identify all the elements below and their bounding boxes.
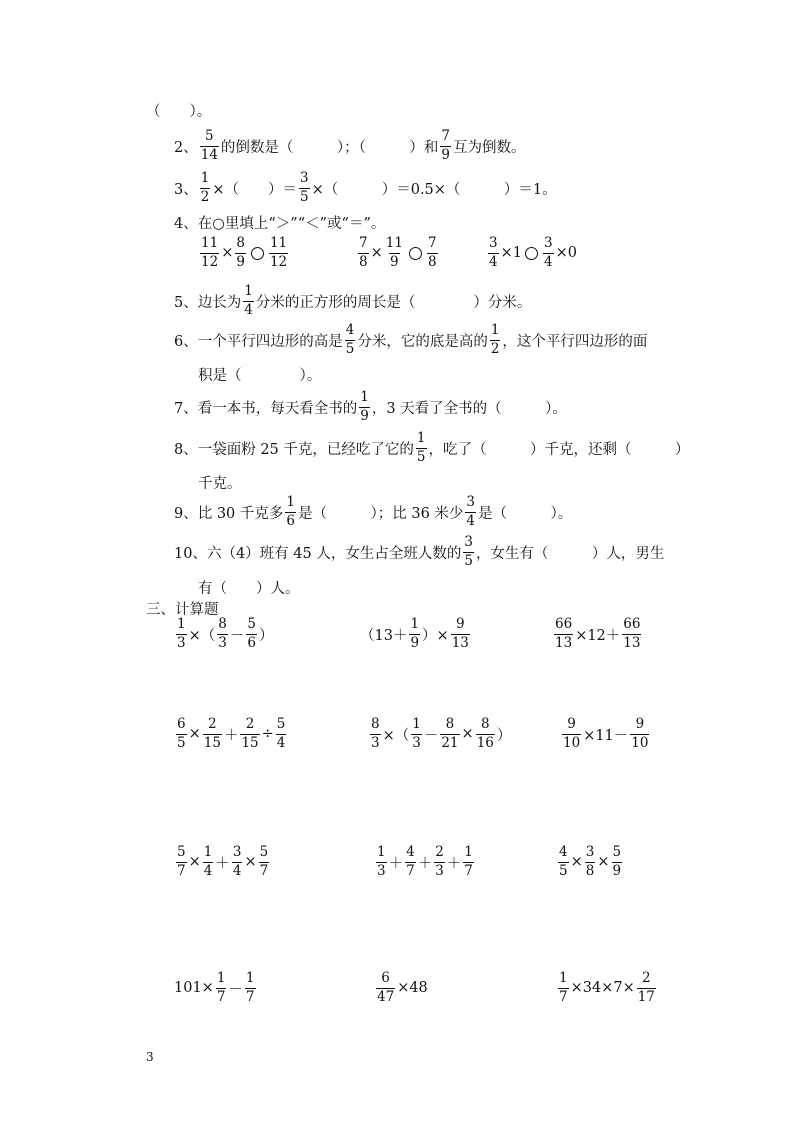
fraction: [440, 718, 459, 750]
q2-number: 2、: [174, 139, 198, 156]
expression-text: ×: [461, 726, 474, 742]
fraction: [370, 718, 381, 750]
continued-blank: [146, 100, 211, 121]
q5-text-end: 分米的正方形的周长是（ ）分米。: [255, 294, 532, 311]
denominator: 4: [232, 862, 242, 879]
denominator: 13: [555, 634, 573, 651]
fraction: [217, 618, 228, 650]
fraction: [465, 496, 476, 528]
numerator: 1: [216, 970, 226, 986]
denominator: 13: [451, 634, 469, 651]
numerator: 1: [490, 322, 500, 338]
numerator: 5: [612, 844, 622, 860]
calc-r1c3: [552, 618, 643, 650]
times-sign: ×: [370, 245, 383, 261]
fraction: [463, 536, 474, 568]
expression-text: ×（: [382, 727, 410, 744]
numerator: 3: [585, 844, 595, 860]
fraction: [558, 846, 569, 878]
denominator: 4: [466, 512, 476, 529]
question-6-cont: [198, 364, 321, 385]
fraction: [235, 237, 246, 269]
denominator: 9: [441, 146, 451, 163]
numerator: 3: [543, 235, 553, 251]
expression-text: 三、计算题: [146, 602, 219, 618]
denominator: 3: [371, 734, 380, 751]
fraction: [376, 846, 387, 878]
question-8-cont: [198, 472, 242, 493]
numerator: 3: [464, 534, 473, 550]
denominator: 2: [490, 340, 500, 357]
question-6: [174, 324, 647, 356]
expression-text: ＋: [417, 855, 433, 872]
fraction: [451, 618, 470, 650]
compare-circle-icon[interactable]: [525, 247, 538, 260]
numerator: 7: [441, 128, 451, 144]
q9-text: 9、比 30 千克多: [174, 505, 284, 522]
fraction: [434, 846, 445, 878]
numerator: 6: [381, 970, 390, 986]
times-zero: ×0: [555, 245, 577, 261]
q10-text-cont: 有（ ）人。: [198, 581, 300, 597]
denominator: 47: [377, 988, 395, 1005]
fraction: [376, 972, 395, 1004]
numerator: 2: [435, 844, 444, 860]
fraction: [476, 718, 495, 750]
denominator: 7: [216, 988, 226, 1005]
expression-text: ×12＋: [575, 627, 621, 644]
denominator: 8: [359, 253, 368, 270]
q9-text-end: 是（ ）。: [478, 505, 573, 522]
numerator: 2: [245, 716, 255, 732]
fraction: [269, 237, 288, 269]
denominator: 6: [247, 634, 256, 651]
calc-r3c1: [174, 846, 271, 878]
numerator: 1: [177, 616, 186, 632]
denominator: 10: [631, 734, 649, 751]
compare-circle-icon[interactable]: [251, 247, 264, 260]
q5-text: 5、边长为: [174, 294, 242, 311]
q6-text: 6、一个平行四边形的高是: [174, 333, 343, 350]
fraction: [216, 972, 227, 1004]
expression-text: ×: [188, 854, 201, 870]
expression-text: ×34×7×: [570, 980, 635, 996]
q6-text-cont: 积是（ ）。: [198, 368, 322, 384]
q8-text-mid: ，吃了（ ）千克，还剩（ ）: [428, 441, 690, 458]
q4-compare-3: [486, 237, 577, 269]
line1-text: （ ）。: [146, 104, 212, 120]
denominator: 7: [464, 862, 473, 879]
fraction: [385, 237, 404, 269]
q3-text-end: ×（ ）＝0.5×（ ）＝1。: [311, 181, 557, 198]
calc-r2c1: [174, 718, 288, 750]
fraction: [299, 172, 310, 204]
fraction: [358, 237, 369, 269]
expression-text: ）: [258, 627, 274, 644]
denominator: 6: [286, 512, 295, 529]
fraction: [490, 324, 501, 356]
times-sign: ×: [221, 245, 234, 261]
numerator: 3: [489, 235, 498, 251]
expression-text: ×11－: [583, 727, 629, 744]
fraction: [411, 718, 422, 750]
calc-r3c2: [374, 846, 476, 878]
numerator: 1: [245, 970, 255, 986]
fraction: [245, 972, 256, 1004]
numerator: 1: [464, 844, 473, 860]
expression-text: ×: [570, 854, 583, 870]
numerator: 2: [208, 716, 217, 732]
calc-r4c1: [174, 972, 258, 1004]
q7-text-end: ，3 天看了全书的（ ）。: [371, 400, 567, 417]
denominator: 12: [201, 253, 219, 270]
times-one: ×1: [500, 245, 522, 261]
numerator: 8: [236, 235, 245, 251]
page-number: 3: [146, 1050, 154, 1064]
numerator: 66: [623, 616, 641, 632]
denominator: 21: [441, 734, 459, 751]
q9-text-mid: 是（ ）；比 36 米少: [298, 505, 464, 522]
denominator: 5: [464, 552, 473, 569]
denominator: 7: [406, 862, 415, 879]
denominator: 4: [276, 734, 286, 751]
fraction: [243, 285, 254, 317]
q6-text-mid: 分米，它的底是高的: [357, 333, 488, 350]
denominator: 13: [623, 634, 641, 651]
numerator: 5: [177, 844, 186, 860]
numerator: 1: [410, 616, 420, 632]
fraction: [345, 324, 356, 356]
numerator: 1: [286, 494, 295, 510]
expression-text: －: [229, 627, 245, 644]
fraction: [200, 130, 219, 162]
q3-text: ×（ ）＝: [212, 181, 297, 198]
numerator: 7: [359, 235, 368, 251]
fraction: [259, 846, 270, 878]
numerator: 1: [200, 170, 210, 186]
fraction: [405, 846, 416, 878]
fraction: [203, 846, 214, 878]
denominator: 15: [241, 734, 259, 751]
calc-r1c2: [360, 618, 472, 650]
q4-compare-2: [356, 237, 440, 269]
denominator: 4: [203, 862, 213, 879]
fraction: [637, 972, 656, 1004]
numerator: 5: [247, 616, 256, 632]
q8-text: 8、一袋面粉 25 千克，已经吃了它的: [174, 441, 414, 458]
expression-text: ×（: [188, 627, 216, 644]
calc-r1c1: [174, 618, 273, 650]
calc-r2c3: [560, 718, 651, 750]
denominator: 4: [489, 253, 498, 270]
fraction: [246, 618, 257, 650]
numerator: 1: [559, 970, 568, 986]
denominator: 4: [543, 253, 553, 270]
fraction: [240, 718, 259, 750]
denominator: 7: [245, 988, 255, 1005]
numerator: 3: [232, 844, 242, 860]
denominator: 17: [637, 988, 655, 1005]
denominator: 16: [476, 734, 494, 751]
q4-compare-1: [198, 237, 290, 269]
numerator: 4: [345, 322, 355, 338]
expression-text: －: [423, 727, 439, 744]
fraction: [359, 391, 370, 423]
numerator: 2: [642, 970, 651, 986]
numerator: 9: [567, 716, 576, 732]
question-3: [174, 172, 557, 204]
fraction: [612, 846, 623, 878]
question-8: [174, 432, 690, 464]
question-10: [174, 536, 664, 568]
question-2: [174, 130, 526, 162]
fraction: [463, 846, 474, 878]
expression-text: ×: [597, 854, 610, 870]
compare-circle-icon[interactable]: [409, 247, 422, 260]
fraction: [585, 846, 596, 878]
numerator: 5: [276, 716, 286, 732]
numerator: 11: [201, 235, 219, 251]
q8-text-cont: 千克。: [198, 476, 242, 492]
question-7: [174, 391, 567, 423]
expression-text: 101×: [174, 980, 214, 996]
fraction: [440, 130, 451, 162]
fraction: [276, 718, 287, 750]
denominator: 4: [244, 301, 253, 318]
fraction: [554, 618, 573, 650]
q6-text-end: ，这个平行四边形的面: [502, 333, 648, 350]
q3-number: 3、: [174, 181, 198, 198]
denominator: 9: [360, 407, 369, 424]
denominator: 9: [390, 253, 399, 270]
question-5: [174, 285, 531, 317]
fraction: [558, 972, 569, 1004]
denominator: 3: [218, 634, 227, 651]
expression-text: ＋: [215, 855, 230, 872]
question-9: [174, 496, 572, 528]
q2-text: 的倒数是（ ）；（ ）和: [220, 139, 439, 156]
denominator: 3: [435, 862, 444, 879]
denominator: 9: [410, 634, 420, 651]
q2-text-end: 互为倒数。: [453, 139, 526, 156]
denominator: 15: [203, 734, 221, 751]
numerator: 1: [416, 430, 426, 446]
numerator: 3: [466, 494, 476, 510]
fraction: [232, 846, 243, 878]
numerator: 6: [177, 716, 186, 732]
q7-text: 7、看一本书，每天看全书的: [174, 400, 358, 417]
fraction: [200, 172, 211, 204]
fraction: [562, 718, 581, 750]
numerator: 1: [360, 389, 369, 405]
expression-text: ×: [188, 726, 201, 742]
denominator: 7: [177, 862, 186, 879]
expression-text: ＋: [223, 727, 239, 744]
numerator: 5: [259, 844, 269, 860]
question-4: [174, 212, 385, 233]
denominator: 9: [612, 862, 622, 879]
fraction: [427, 237, 438, 269]
denominator: 8: [585, 862, 595, 879]
denominator: 5: [559, 862, 568, 879]
numerator: 1: [412, 716, 421, 732]
expression-text: ×48: [397, 980, 428, 996]
numerator: 4: [559, 844, 568, 860]
fraction: [488, 237, 499, 269]
expression-text: ＋: [446, 855, 462, 872]
expression-text: －: [228, 981, 243, 998]
q10-text-mid: ，女生有（ ）人，男生: [475, 545, 665, 562]
expression-text: （13＋: [360, 627, 408, 644]
numerator: 8: [218, 616, 227, 632]
calc-r4c3: [556, 972, 658, 1004]
numerator: 1: [377, 844, 386, 860]
denominator: 5: [345, 340, 355, 357]
numerator: 8: [480, 716, 490, 732]
fraction: [203, 718, 222, 750]
q4-text: 4、在○里填上“＞”“＜”或“＝”。: [174, 216, 386, 232]
denominator: 7: [259, 862, 269, 879]
denominator: 5: [416, 448, 426, 465]
numerator: 5: [205, 128, 214, 144]
numerator: 9: [456, 616, 465, 632]
calc-r2c2: [368, 718, 511, 750]
numerator: 1: [244, 283, 253, 299]
calc-r4c2: [374, 972, 428, 1004]
denominator: 2: [200, 188, 210, 205]
denominator: 10: [563, 734, 581, 751]
denominator: 3: [377, 862, 386, 879]
numerator: 11: [269, 235, 288, 251]
question-10-cont: [198, 577, 300, 598]
fraction: [416, 432, 427, 464]
numerator: 11: [385, 235, 403, 251]
expression-text: ）×: [422, 627, 449, 644]
calc-r3c3: [556, 846, 624, 878]
fraction: [543, 237, 554, 269]
fraction: [285, 496, 296, 528]
numerator: 7: [427, 235, 437, 251]
denominator: 3: [412, 734, 421, 751]
fraction: [630, 718, 649, 750]
fraction: [176, 718, 187, 750]
fraction: [409, 618, 420, 650]
denominator: 5: [299, 188, 309, 205]
denominator: 14: [200, 146, 218, 163]
denominator: 3: [177, 634, 186, 651]
numerator: 3: [299, 170, 309, 186]
expression-text: ÷: [261, 726, 274, 742]
numerator: 1: [203, 844, 213, 860]
numerator: 8: [445, 716, 455, 732]
expression-text: ＋: [388, 855, 404, 872]
q10-text: 10、六（4）班有 45 人，女生占全班人数的: [174, 545, 462, 562]
fraction: [176, 618, 187, 650]
denominator: 9: [236, 253, 245, 270]
denominator: 8: [427, 253, 437, 270]
numerator: 66: [555, 616, 573, 632]
expression-text: ×: [244, 854, 257, 870]
fraction: [200, 237, 219, 269]
numerator: 8: [371, 716, 380, 732]
expression-text: ）: [496, 727, 512, 744]
fraction: [176, 846, 187, 878]
numerator: 4: [406, 844, 415, 860]
denominator: 12: [269, 253, 288, 270]
denominator: 5: [177, 734, 186, 751]
fraction: [622, 618, 641, 650]
denominator: 7: [559, 988, 568, 1005]
numerator: 9: [635, 716, 645, 732]
